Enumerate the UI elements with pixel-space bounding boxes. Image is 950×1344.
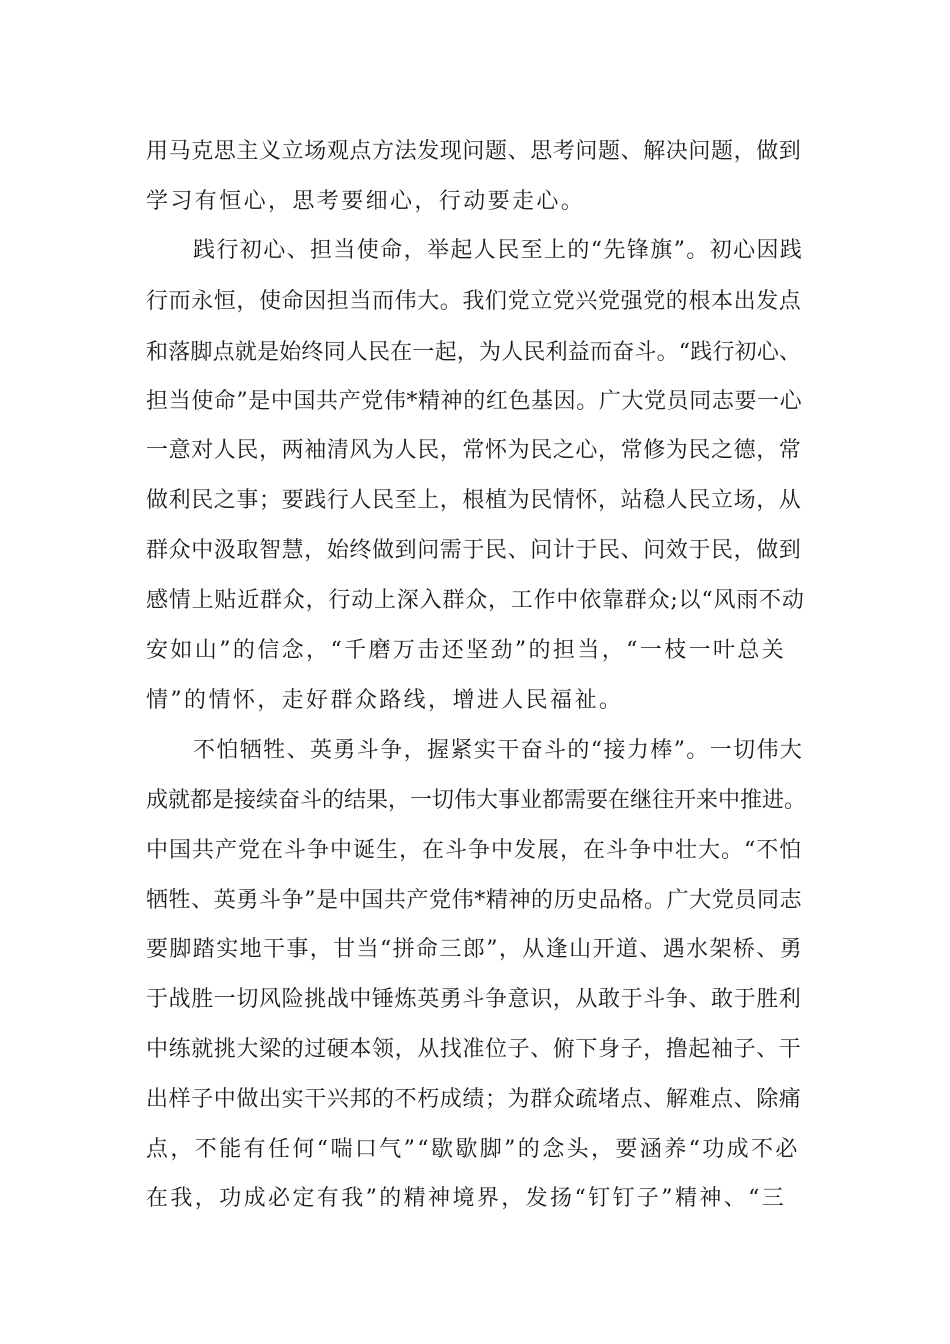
text-line: 中练就挑大梁的过硬本领，从找准位子、俯下身子，撸起袖子、干 <box>146 1037 802 1062</box>
text-line: 点，不能有任何“喘口气”“歇歇脚”的念头，要涵养“功成不必 <box>146 1137 800 1162</box>
text-line: 牺牲、英勇斗争”是中国共产党伟*精神的历史品格。广大党员同志 <box>146 888 803 913</box>
text-line: 要脚踏实地干事，甘当“拼命三郎”，从逢山开道、遇水架桥、勇 <box>146 937 804 962</box>
text-line: 在我，功成必定有我”的精神境界，发扬“钉钉子”精神、“三 <box>146 1186 787 1211</box>
text-line: 于战胜一切风险挑战中锤炼英勇斗争意识，从敢于斗争、敢于胜利 <box>146 987 802 1012</box>
text-line: 安如山”的信念，“千磨万击还坚劲”的担当，“一枝一叶总关 <box>146 638 787 663</box>
paragraph-first-line: 践行初心、担当使命，举起人民至上的“先锋旗”。初心因践 <box>193 238 804 263</box>
text-line: 一意对人民，两袖清风为人民，常怀为民之心，常修为民之德，常 <box>146 438 802 463</box>
text-line: 学习有恒心，思考要细心，行动要走心。 <box>146 189 586 214</box>
text-line: 担当使命”是中国共产党伟*精神的红色基因。广大党员同志要一心 <box>146 389 803 414</box>
text-line: 情”的情怀，走好群众路线，增进人民福祉。 <box>146 688 624 713</box>
text-line: 感情上贴近群众，行动上深入群众，工作中依靠群众;以“风雨不动 <box>146 588 805 613</box>
paragraph-first-line: 不怕牺牲、英勇斗争，握紧实干奋斗的“接力棒”。一切伟大 <box>193 738 804 763</box>
text-line: 和落脚点就是始终同人民在一起，为人民利益而奋斗。“践行初心、 <box>146 340 802 365</box>
text-line: 用马克思主义立场观点方法发现问题、思考问题、解决问题，做到 <box>146 139 802 164</box>
text-line: 中国共产党在斗争中诞生，在斗争中发展，在斗争中壮大。“不怕 <box>146 838 803 863</box>
text-line: 做利民之事；要践行人民至上，根植为民情怀，站稳人民立场，从 <box>146 488 802 513</box>
text-line: 行而永恒，使命因担当而伟大。我们党立党兴党强党的根本出发点 <box>146 289 802 314</box>
text-line: 出样子中做出实干兴邦的不朽成绩；为群众疏堵点、解难点、除痛 <box>146 1087 802 1112</box>
text-line: 成就都是接续奋斗的结果，一切伟大事业都需要在继往开来中推进。 <box>146 788 807 813</box>
text-line: 群众中汲取智慧，始终做到问需于民、问计于民、问效于民，做到 <box>146 538 802 563</box>
